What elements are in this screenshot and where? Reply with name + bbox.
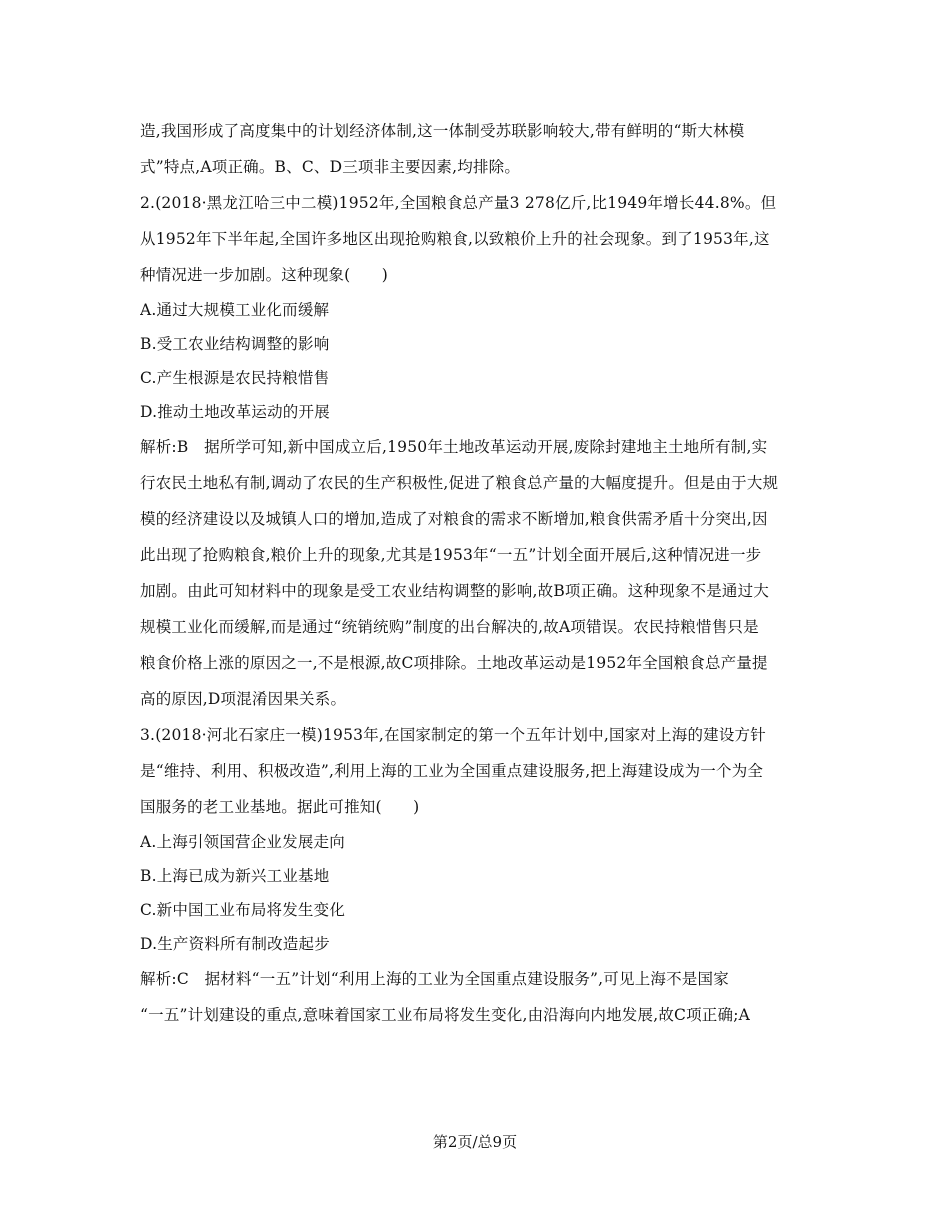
text-line: D.生产资料所有制改造起步 (140, 935, 330, 953)
page-footer: 第2页/总9页 (432, 1133, 518, 1151)
text-line: B.上海已成为新兴工业基地 (140, 867, 330, 885)
text-line: “一五”计划建设的重点,意味着国家工业布局将发生变化,由沿海向内地发展,故C项正确;A (140, 1006, 751, 1024)
text-line: 造,我国形成了高度集中的计划经济体制,这一体制受苏联影响较大,带有鲜明的“斯大林模 (140, 122, 745, 140)
text-line: 此出现了抢购粮食,粮价上升的现象,尤其是1953年“一五”计划全面开展后,这种情况进一步 (140, 546, 762, 564)
text-line: A.上海引领国营企业发展走向 (140, 833, 345, 851)
text-line: 加剧。由此可知材料中的现象是受工农业结构调整的影响,故B项正确。这种现象不是通过大 (140, 582, 770, 600)
text-line: B.受工农业结构调整的影响 (140, 335, 330, 353)
document-body (140, 113, 812, 1033)
text-line: 行农民土地私有制,调动了农民的生产积极性,促进了粮食总产量的大幅度提升。但是由于大规 (140, 474, 779, 492)
text-line: 高的原因,D项混淆因果关系。 (140, 690, 347, 708)
text-line: 式”特点,A项正确。B、C、D三项非主要因素,均排除。 (140, 158, 521, 176)
text-line: C.产生根源是农民持粮惜售 (140, 369, 330, 387)
text-line: 2.(2018·黑龙江哈三中二模)1952年,全国粮食总产量3 278亿斤,比1949年增长44.8%。但 (140, 194, 777, 212)
text-line: 规模工业化而缓解,而是通过“统销统购”制度的出台解决的,故A项错误。农民持粮惜售只是 (140, 618, 759, 636)
text-line: 国服务的老工业基地。据此可推知( ) (140, 798, 420, 816)
text-line: 从1952年下半年起,全国许多地区出现抢购粮食,以致粮价上升的社会现象。到了1953年,这 (140, 230, 770, 248)
text-line: 种情况进一步加剧。这种现象( ) (140, 266, 388, 284)
text-line: 模的经济建设以及城镇人口的增加,造成了对粮食的需求不断增加,粮食供需矛盾十分突出,因 (140, 510, 768, 528)
text-line: 是“维持、利用、积极改造”,利用上海的工业为全国重点建设服务,把上海建设成为一个为全 (140, 762, 764, 780)
text-line: 3.(2018·河北石家庄一模)1953年,在国家制定的第一个五年计划中,国家对上海的建设方针 (140, 726, 766, 744)
text-line: 粮食价格上涨的原因之一,不是根源,故C项排除。土地改革运动是1952年全国粮食总产量提 (140, 654, 768, 672)
text-line: C.新中国工业布局将发生变化 (140, 901, 346, 919)
text-line: D.推动土地改革运动的开展 (140, 403, 330, 421)
text-line: 解析:C 据材料“一五”计划“利用上海的工业为全国重点建设服务”,可见上海不是国家 (140, 970, 729, 988)
text-line: A.通过大规模工业化而缓解 (140, 301, 330, 319)
text-line: 解析:B 据所学可知,新中国成立后,1950年土地改革运动开展,废除封建地主土地所有制,实 (140, 438, 768, 456)
